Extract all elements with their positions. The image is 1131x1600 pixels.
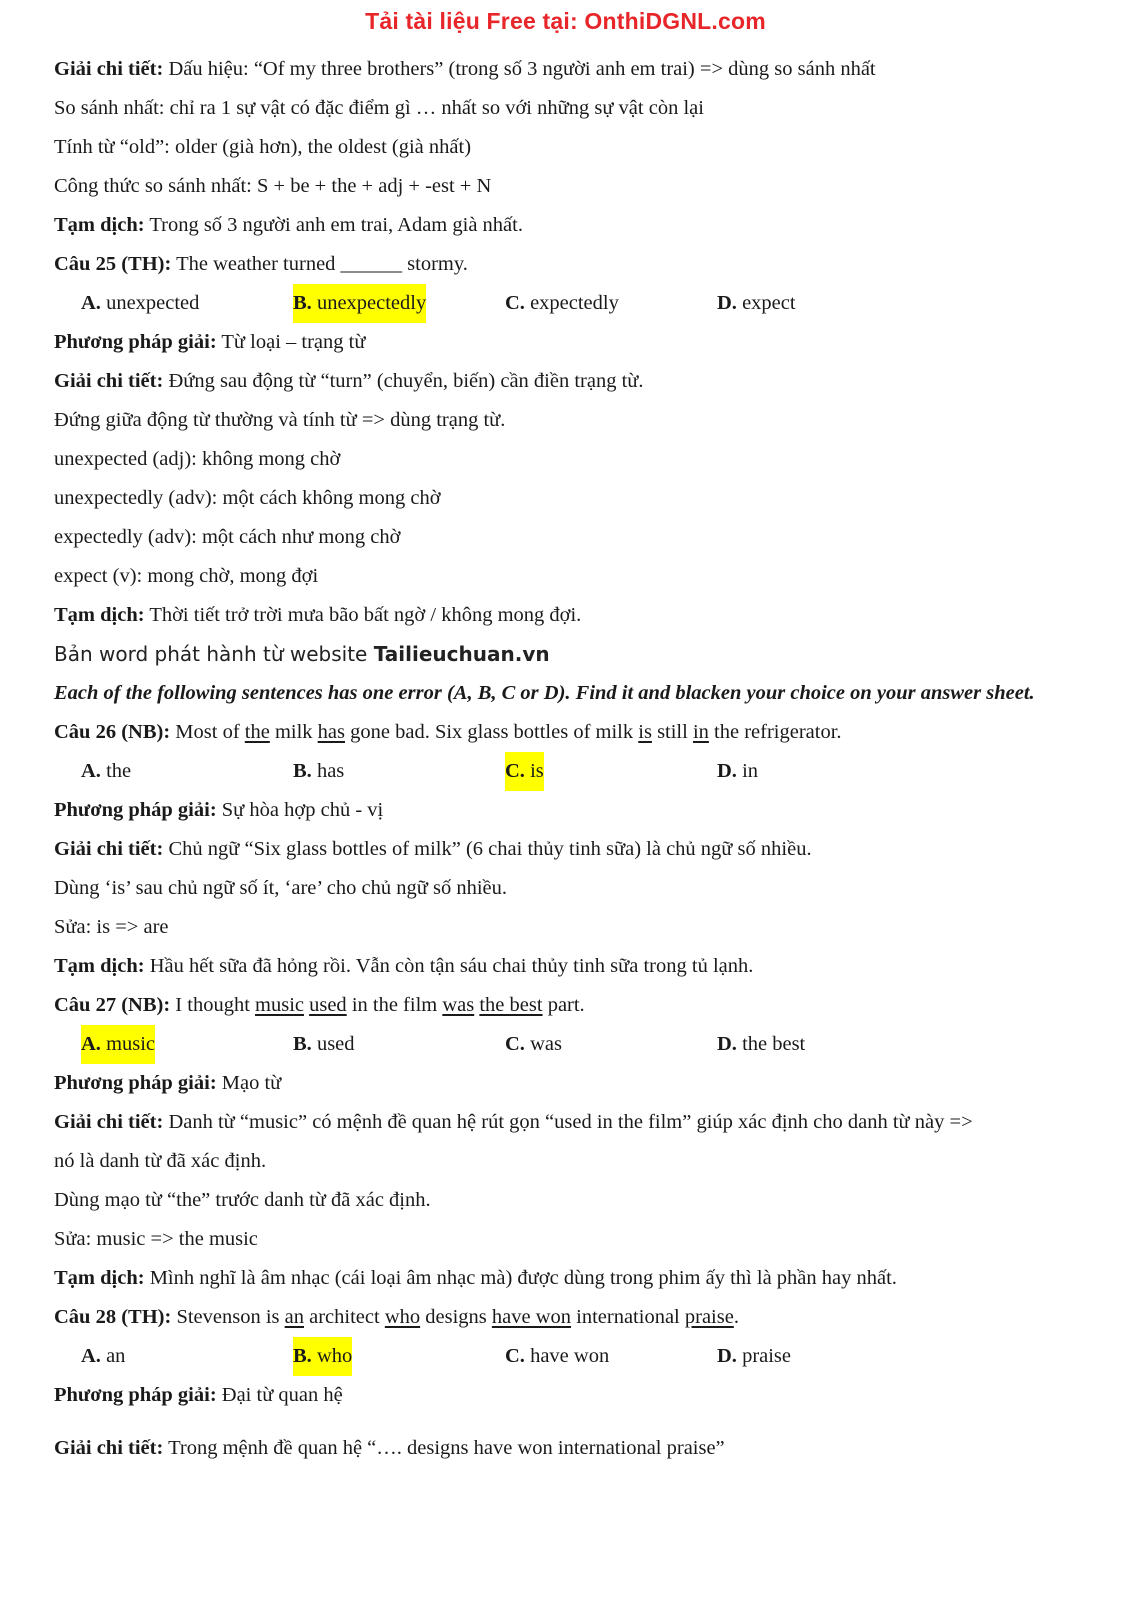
q26-method: Phương pháp giải: Sự hòa hợp chủ - vị	[54, 799, 384, 821]
q27-translation: Tạm dịch: Mình nghĩ là âm nhạc (cái loại âm nhạc mà) được dùng trong phim ấy thì là phần hay nhất.	[54, 1267, 897, 1289]
q25-translation: Tạm dịch: Thời tiết trở trời mưa bão bất ngờ / không mong đợi.	[54, 604, 582, 626]
q27-option-b: B. used	[293, 1033, 355, 1055]
q28-options	[54, 1337, 1084, 1376]
q25-line6: expect (v): mong chờ, mong đợi	[54, 565, 319, 587]
header-banner[interactable]: Tải tài liệu Free tại: OnthiDGNL.com	[365, 8, 766, 34]
q26-option-c-answer: C. is	[505, 752, 544, 791]
q24-line4: Công thức so sánh nhất: S + be + the + adj + -est + N	[54, 175, 492, 197]
q28-option-c: C. have won	[505, 1345, 610, 1367]
q25-options	[54, 284, 1084, 323]
q25-line5: expectedly (adv): một cách như mong chờ	[54, 526, 401, 548]
q27-line3: Dùng mạo từ “the” trước danh từ đã xác định.	[54, 1189, 431, 1211]
spacer	[54, 1415, 1084, 1429]
q25-detail: Giải chi tiết: Đứng sau động từ “turn” (chuyển, biến) cần điền trạng từ.	[54, 370, 644, 392]
q27-detail: Giải chi tiết: Danh từ “music” có mệnh đề quan hệ rút gọn “used in the film” giúp xác định cho danh từ này =>	[54, 1111, 973, 1133]
q27-option-a-answer: A. music	[81, 1025, 155, 1064]
q27-line2: nó là danh từ đã xác định.	[54, 1150, 267, 1172]
q28-option-a: A. an	[81, 1345, 126, 1367]
q24-line3: Tính từ “old”: older (già hơn), the oldest (già nhất)	[54, 136, 472, 158]
brand-site-link[interactable]: Tailieuchuan.vn	[373, 642, 550, 666]
q25-option-c: C. expectedly	[505, 292, 619, 314]
q26-line2: Dùng ‘is’ sau chủ ngữ số ít, ‘are’ cho chủ ngữ số nhiều.	[54, 877, 508, 899]
q28-question: Câu 28 (TH): Stevenson is an architect who designs have won international praise.	[54, 1306, 739, 1328]
q28-detail: Giải chi tiết: Trong mệnh đề quan hệ “…. designs have won international praise”	[54, 1437, 725, 1459]
q26-question: Câu 26 (NB): Most of the milk has gone bad. Six glass bottles of milk is still in the refrigerator.	[54, 721, 842, 743]
q24-translation: Tạm dịch: Trong số 3 người anh em trai, Adam già nhất.	[54, 214, 523, 236]
q25-method: Phương pháp giải: Từ loại – trạng từ	[54, 331, 366, 353]
q25-question: Câu 25 (TH): The weather turned ______ stormy.	[54, 253, 468, 275]
q28-option-b-answer: B. who	[293, 1337, 352, 1376]
q27-line4: Sửa: music => the music	[54, 1228, 258, 1250]
q28-method: Phương pháp giải: Đại từ quan hệ	[54, 1384, 343, 1406]
q26-option-b: B. has	[293, 760, 345, 782]
q26-translation: Tạm dịch: Hầu hết sữa đã hỏng rồi. Vẫn còn tận sáu chai thủy tinh sữa trong tủ lạnh.	[54, 955, 754, 977]
q26-options	[54, 752, 1084, 791]
q25-option-b-answer: B. unexpectedly	[293, 284, 426, 323]
q25-line4: unexpectedly (adv): một cách không mong chờ	[54, 487, 441, 509]
q27-options	[54, 1025, 1084, 1064]
q27-question: Câu 27 (NB): I thought music used in the film was the best part.	[54, 994, 585, 1016]
q24-detail: Giải chi tiết: Dấu hiệu: “Of my three brothers” (trong số 3 người anh em trai) => dùng so sánh nhất	[54, 58, 876, 80]
brand-line: Bản word phát hành từ website Tailieuchuan.vn	[54, 642, 550, 666]
q28-option-d: D. praise	[717, 1345, 792, 1367]
q26-line3: Sửa: is => are	[54, 916, 169, 938]
q25-option-a: A. unexpected	[81, 292, 200, 314]
q25-line3: unexpected (adj): không mong chờ	[54, 448, 341, 470]
q27-option-c: C. was	[505, 1033, 562, 1055]
section-instruction: Each of the following sentences has one error (A, B, C or D). Find it and blacken your choice on your answer sheet.	[54, 682, 1035, 704]
content	[54, 50, 1084, 1468]
q27-method: Phương pháp giải: Mạo từ	[54, 1072, 282, 1094]
q27-option-d: D. the best	[717, 1033, 806, 1055]
q26-detail: Giải chi tiết: Chủ ngữ “Six glass bottles of milk” (6 chai thủy tinh sữa) là chủ ngữ số nhiều.	[54, 838, 812, 860]
q26-option-d: D. in	[717, 760, 759, 782]
q24-line2: So sánh nhất: chỉ ra 1 sự vật có đặc điểm gì … nhất so với những sự vật còn lại	[54, 97, 704, 119]
q25-line2: Đứng giữa động từ thường và tính từ => dùng trạng từ.	[54, 409, 506, 431]
q25-option-d: D. expect	[717, 292, 796, 314]
q26-option-a: A. the	[81, 760, 132, 782]
